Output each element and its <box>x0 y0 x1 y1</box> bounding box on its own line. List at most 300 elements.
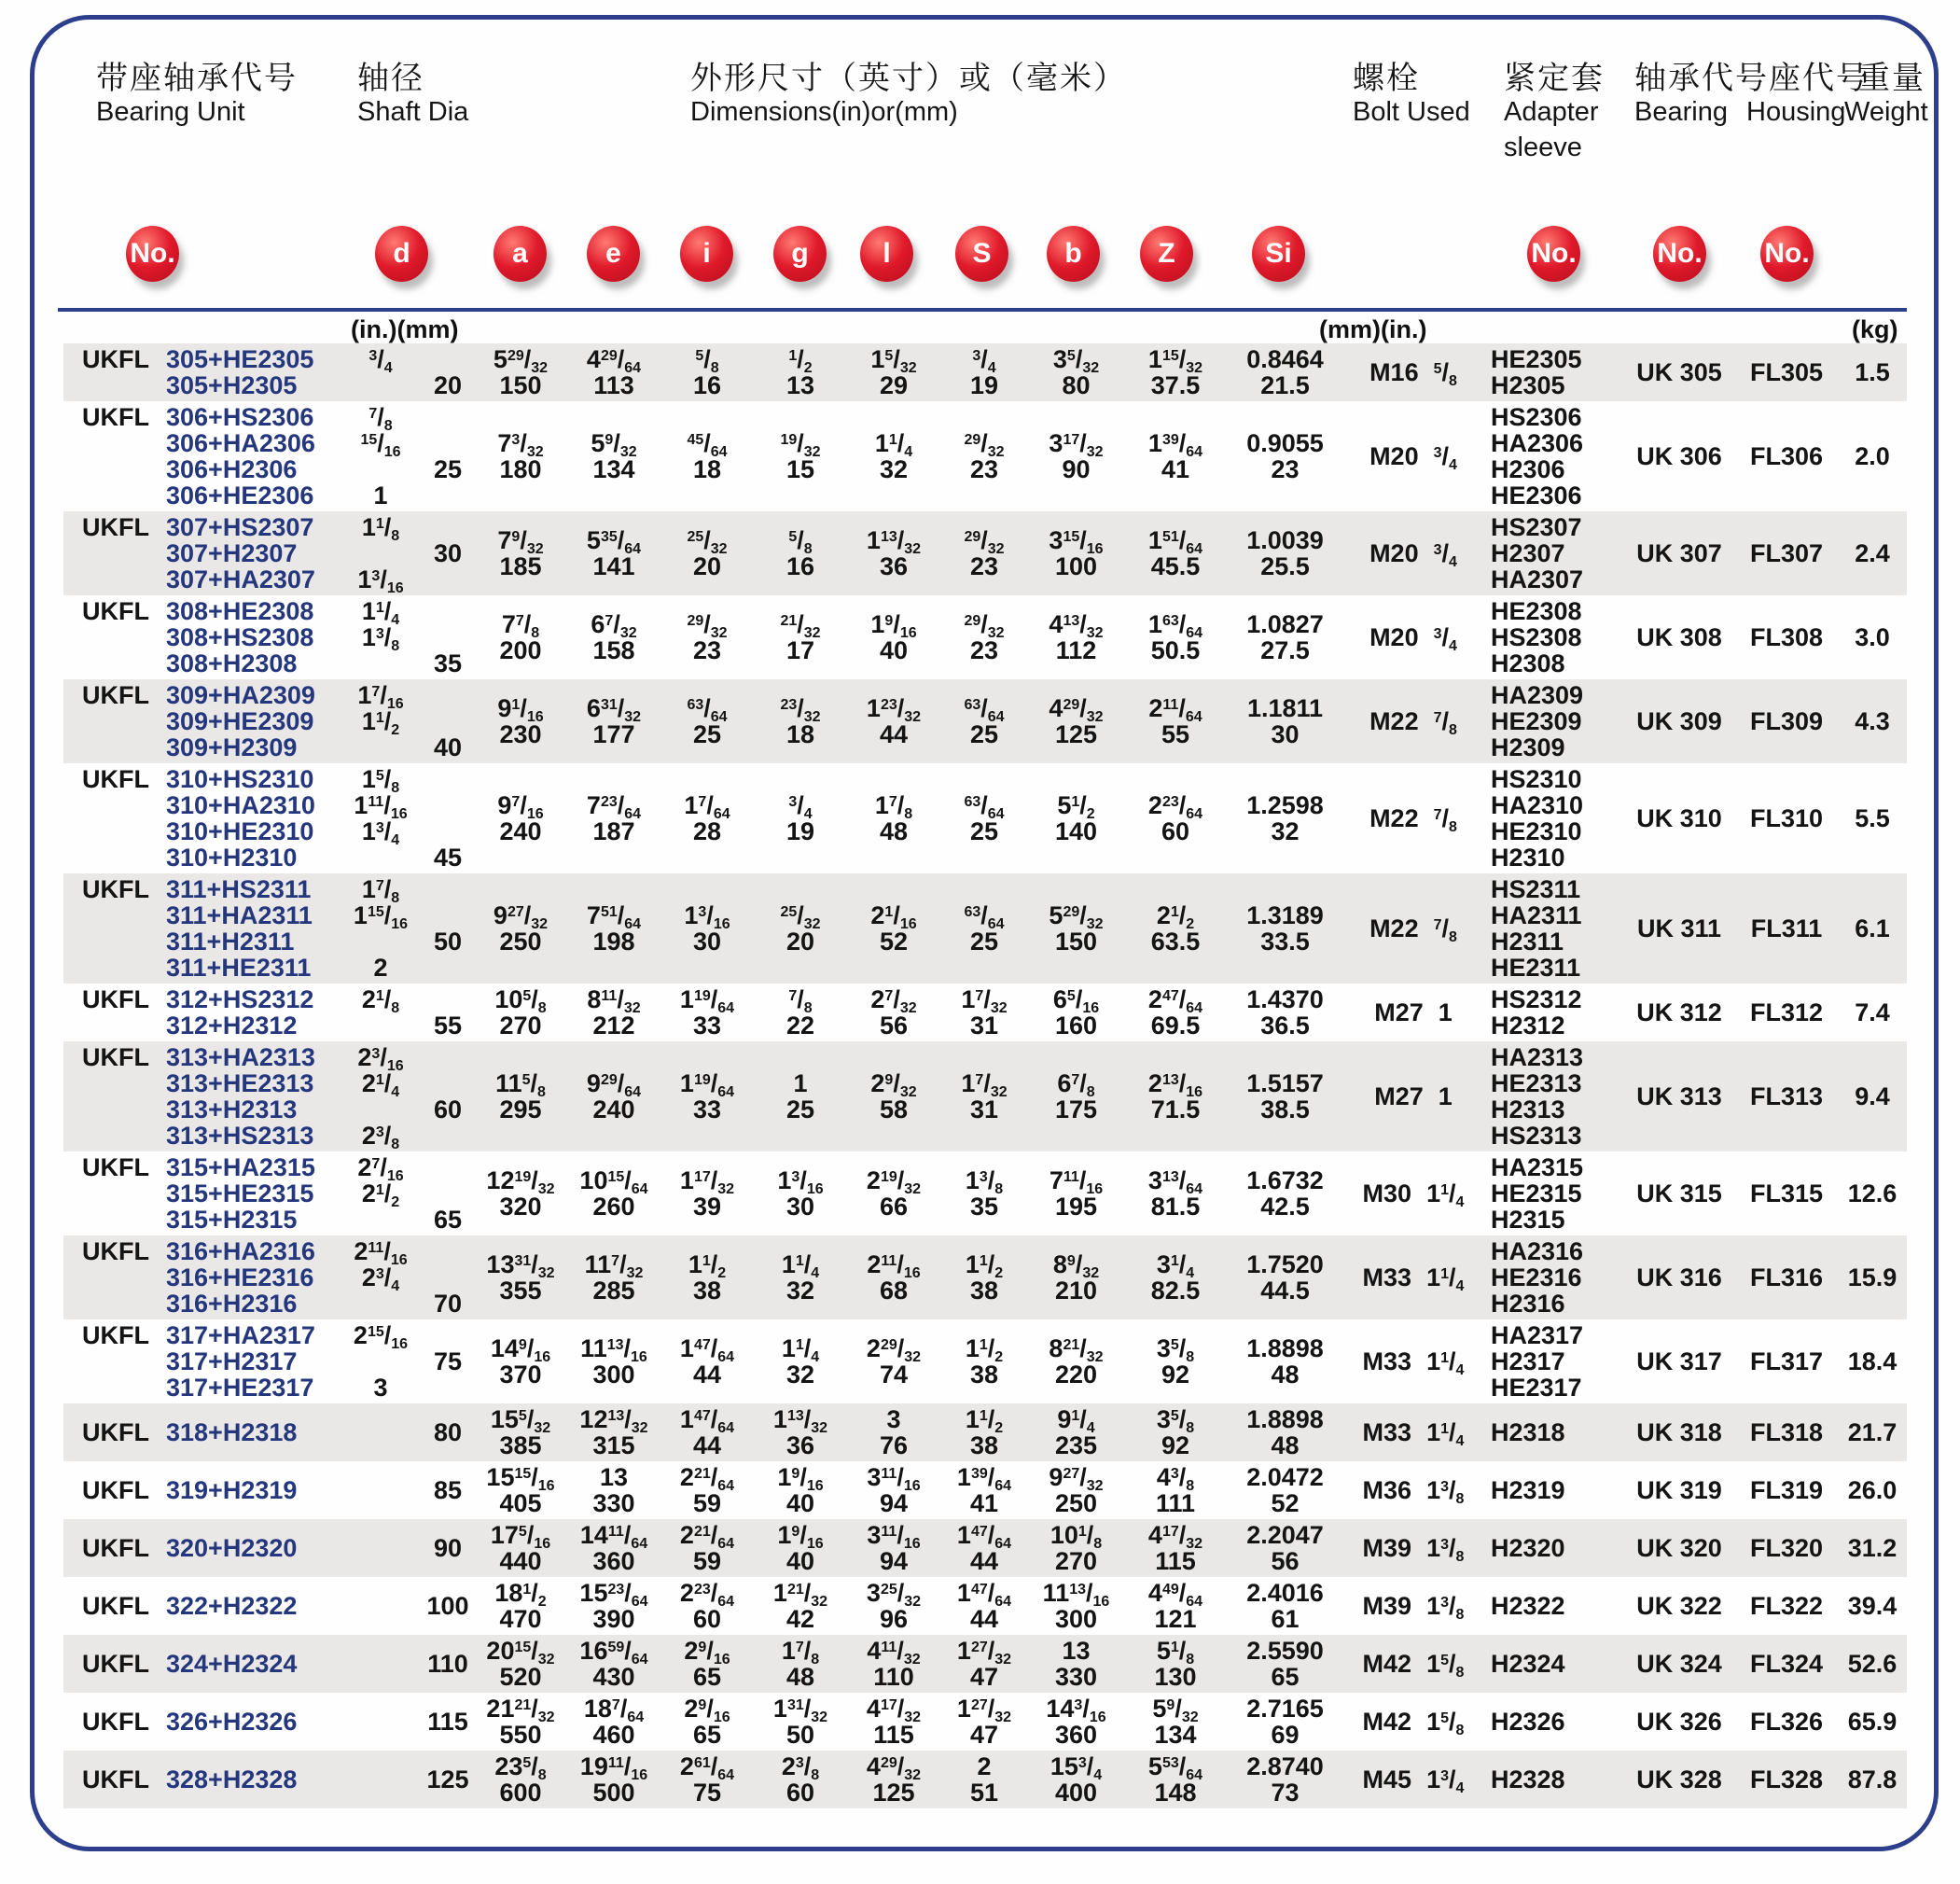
bolt-used-cell <box>1343 1638 1483 1690</box>
dimension-z-in: $2^{23}/_{64}$ <box>1147 791 1203 822</box>
model-number: 306+HE2306 <box>166 481 314 509</box>
dimension-e-mm: 360 <box>592 1547 635 1575</box>
dimension-g-cell <box>754 876 847 981</box>
dimension-b-cell <box>1028 1238 1124 1317</box>
bearing-number-cell <box>1623 876 1735 981</box>
dimension-b-mm: 300 <box>1054 1605 1098 1633</box>
dimension-s-in: $1^1/_2$ <box>965 1405 1004 1436</box>
dimension-g-in: $1^1/_4$ <box>781 1334 820 1365</box>
dimension-s-mm: 47 <box>969 1721 999 1749</box>
dimension-z-cell <box>1124 1696 1227 1748</box>
shaft-dia-mm-cell <box>422 682 474 761</box>
dimension-b-cell <box>1028 876 1124 981</box>
dimension-i-mm: 20 <box>692 552 722 580</box>
dimension-g-cell <box>754 1464 847 1516</box>
dimension-g-in: $1^9/_{16}$ <box>777 1463 824 1494</box>
table-row <box>63 595 1907 679</box>
dimension-z-cell <box>1124 1322 1227 1401</box>
dimension-b-cell <box>1028 1638 1124 1690</box>
bearing-unit-line <box>63 404 313 430</box>
dimension-a-mm: 355 <box>499 1277 542 1305</box>
dimension-s-in: $^3/_4$ <box>972 345 996 376</box>
column-badge-si: Si <box>1252 226 1305 282</box>
dimension-l-mm: 94 <box>879 1547 909 1575</box>
dimension-z-in: $3^5/_8$ <box>1156 1334 1195 1365</box>
dimension-e-in: $7^{23}/_{64}$ <box>586 791 642 822</box>
dimension-si-mm: 52 <box>1271 1489 1300 1517</box>
dimension-s-cell <box>940 1406 1028 1458</box>
weight-cell <box>1838 766 1907 871</box>
dimension-g-in: $^{21}/_{32}$ <box>780 610 821 641</box>
adapter-sleeve-number: HE2313 <box>1491 1069 1582 1097</box>
adapter-sleeve-number: H2322 <box>1491 1592 1565 1620</box>
bearing-number: UK 311 <box>1636 914 1722 942</box>
dimension-a-cell <box>474 1753 567 1806</box>
dimension-b-cell <box>1028 682 1124 761</box>
dimension-s-cell <box>940 1464 1028 1516</box>
table-row <box>63 1577 1907 1635</box>
column-badge-d: d <box>375 226 428 282</box>
dimension-a-mm: 270 <box>499 1012 542 1040</box>
dimension-s-cell <box>940 404 1028 509</box>
dimension-si-in: 2.8740 <box>1246 1752 1324 1780</box>
weight-cell <box>1838 1238 1907 1317</box>
dimension-i-mm: 75 <box>692 1779 722 1807</box>
dimension-s-cell <box>940 1522 1028 1574</box>
dimension-a-in: $7^3/_{32}$ <box>497 429 544 460</box>
dimension-b-mm: 250 <box>1054 1489 1098 1517</box>
bolt-used-value <box>1362 1765 1465 1796</box>
bolt-used-value <box>1362 1592 1465 1623</box>
dimension-e-cell <box>567 514 660 593</box>
bolt-size-mm: M20 <box>1369 442 1419 470</box>
bolt-used-value <box>1369 358 1457 389</box>
dimension-s-cell <box>940 1753 1028 1806</box>
dimension-e-in: $11^7/_{32}$ <box>584 1250 644 1281</box>
dimension-z-mm: 92 <box>1161 1431 1190 1459</box>
dimension-b-mm: 220 <box>1054 1361 1098 1389</box>
dimension-a-in: $17^5/_{16}$ <box>490 1521 551 1552</box>
bolt-size-in: $1^3/_8$ <box>1426 1534 1465 1565</box>
housing-number: FL310 <box>1749 804 1824 832</box>
shaft-dia-in-value: $2^1/_8$ <box>361 985 400 1016</box>
bearing-unit-line <box>63 986 313 1012</box>
dimension-g-cell <box>754 404 847 509</box>
dimension-si-mm: 25.5 <box>1260 552 1310 580</box>
dimension-i-in: $1^{19}/_{64}$ <box>679 985 735 1016</box>
dimension-z-cell <box>1124 346 1227 398</box>
adapter-sleeve-number: HA2309 <box>1491 681 1584 709</box>
dimension-e-cell <box>567 876 660 981</box>
adapter-sleeve-number: H2308 <box>1491 649 1565 677</box>
adapter-sleeve-number: HE2316 <box>1491 1263 1582 1291</box>
dimension-a-mm: 295 <box>499 1096 542 1123</box>
shaft-dia-in-value: $1^1/_8$ <box>361 513 400 544</box>
dimension-e-in: $8^{11}/_{32}$ <box>587 985 641 1016</box>
dimension-b-mm: 90 <box>1062 455 1091 483</box>
bolt-used-value <box>1362 1476 1465 1507</box>
bolt-size-in: $^3/_4$ <box>1433 623 1457 654</box>
bolt-size-mm: M33 <box>1362 1418 1412 1446</box>
dimension-l-mm: 56 <box>879 1012 909 1040</box>
bearing-number-cell <box>1623 1044 1735 1149</box>
dimension-z-cell <box>1124 1464 1227 1516</box>
dimension-e-mm: 158 <box>592 636 635 664</box>
shaft-dia-mm-value: 75 <box>433 1347 463 1375</box>
dimension-e-in: 13 <box>599 1463 629 1491</box>
model-number: 311+HA2311 <box>166 901 313 929</box>
bearing-number: UK 318 <box>1636 1418 1722 1446</box>
dimension-l-cell <box>847 986 940 1039</box>
bolt-used-cell <box>1343 1580 1483 1632</box>
dimension-l-cell <box>847 1580 940 1632</box>
dimension-g-in: $1^{21}/_{32}$ <box>772 1579 828 1610</box>
bearing-unit-line <box>63 650 297 677</box>
dimension-s-cell <box>940 1044 1028 1149</box>
weight-value: 15.9 <box>1847 1263 1897 1291</box>
unit-prefix: UKFL <box>82 513 149 541</box>
dimension-b-cell <box>1028 766 1124 871</box>
dimension-g-cell <box>754 1238 847 1317</box>
shaft-dia-in-value: $2^3/_8$ <box>361 1122 400 1152</box>
table-row <box>63 343 1907 401</box>
adapter-sleeve-cell <box>1483 1154 1623 1233</box>
dimension-l-cell <box>847 514 940 593</box>
dimension-si-mm: 65 <box>1271 1663 1300 1691</box>
dimension-b-mm: 112 <box>1055 636 1097 664</box>
shaft-dia-in-value: $2^{15}/_{16}$ <box>353 1321 409 1352</box>
model-number: 318+H2318 <box>166 1418 298 1446</box>
shaft-dia-in-cell <box>340 682 422 761</box>
shaft-dia-in-value: $2^{11}/_{16}$ <box>354 1237 408 1268</box>
dimension-a-in: $23^5/_8$ <box>494 1752 547 1783</box>
dimension-a-cell <box>474 1238 567 1317</box>
shaft-dia-in-cell <box>340 1580 422 1632</box>
dimension-l-mm: 68 <box>879 1277 909 1305</box>
dimension-b-mm: 195 <box>1054 1193 1098 1221</box>
dimension-e-in: $7^{51}/_{64}$ <box>586 901 642 932</box>
adapter-sleeve-number: HA2306 <box>1491 429 1584 457</box>
dimension-g-mm: 16 <box>785 552 815 580</box>
dimension-l-cell <box>847 346 940 398</box>
header-adapter-zh: 紧定套 <box>1504 61 1605 96</box>
weight-cell <box>1838 1580 1907 1632</box>
dimension-s-in: $^{63}/_{64}$ <box>964 791 1005 822</box>
dimension-b-cell <box>1028 1580 1124 1632</box>
dimension-si-cell <box>1227 1406 1343 1458</box>
dimension-b-cell <box>1028 1406 1124 1458</box>
column-badge-b: b <box>1047 226 1100 282</box>
bolt-used-value <box>1362 1347 1465 1378</box>
dimension-s-mm: 23 <box>969 636 999 664</box>
dimension-si-cell <box>1227 1464 1343 1516</box>
bearing-number: UK 312 <box>1636 998 1722 1026</box>
model-number: 317+HA2317 <box>166 1321 315 1349</box>
bolt-used-cell <box>1343 1753 1483 1806</box>
dimension-s-mm: 25 <box>969 928 999 956</box>
bearing-unit-line <box>63 430 315 456</box>
dimension-s-in: $1^{47}/_{64}$ <box>956 1521 1012 1552</box>
housing-number-cell <box>1735 404 1838 509</box>
dimension-a-in: $15^5/_{32}$ <box>490 1405 551 1436</box>
dimension-s-in: $^{29}/_{32}$ <box>964 429 1005 460</box>
dimension-s-mm: 31 <box>969 1096 999 1123</box>
dimension-i-mm: 65 <box>692 1721 722 1749</box>
dimension-z-in: $5^9/_{32}$ <box>1152 1695 1199 1725</box>
dimension-l-cell <box>847 1238 940 1317</box>
shaft-dia-mm-cell <box>422 1464 474 1516</box>
model-number: 315+HE2315 <box>166 1179 314 1207</box>
bearing-unit-line <box>63 1207 297 1233</box>
dimension-si-mm: 44.5 <box>1260 1277 1310 1305</box>
table-row <box>63 511 1907 595</box>
shaft-dia-in-value: $2^7/_{16}$ <box>357 1153 404 1184</box>
shaft-dia-in-value: 1 <box>373 481 388 509</box>
bolt-size-mm: M39 <box>1362 1534 1412 1562</box>
model-number: 305+HE2305 <box>166 345 314 373</box>
bolt-used-cell <box>1343 1464 1483 1516</box>
dimension-e-cell <box>567 346 660 398</box>
dimension-l-mm: 76 <box>879 1431 909 1459</box>
dimension-g-cell <box>754 1044 847 1149</box>
dimension-z-cell <box>1124 766 1227 871</box>
adapter-sleeve-number: H2324 <box>1491 1650 1565 1678</box>
bolt-size-mm: M42 <box>1362 1708 1412 1736</box>
bearing-unit-line <box>63 1180 313 1207</box>
bolt-used-cell <box>1343 346 1483 398</box>
dimension-b-in: $4^{13}/_{32}$ <box>1049 610 1104 641</box>
dimension-z-in: $2^{47}/_{64}$ <box>1147 985 1203 1016</box>
dimension-z-cell <box>1124 1638 1227 1690</box>
dimension-l-mm: 36 <box>879 552 909 580</box>
bolt-used-cell <box>1343 876 1483 981</box>
shaft-units-label: (in.)(mm) <box>351 315 459 343</box>
unit-prefix: UKFL <box>82 1708 149 1736</box>
dimension-e-cell <box>567 1154 660 1233</box>
dimension-s-mm: 44 <box>969 1605 999 1633</box>
dimension-a-mm: 185 <box>499 552 542 580</box>
model-number: 310+H2310 <box>166 844 298 872</box>
unit-prefix: UKFL <box>82 1043 149 1071</box>
dimension-a-mm: 370 <box>499 1361 542 1389</box>
housing-number: FL320 <box>1749 1534 1824 1562</box>
dimension-e-in: $16^{59}/_{64}$ <box>579 1637 648 1668</box>
adapter-sleeve-cell <box>1483 1322 1623 1401</box>
unit-prefix: UKFL <box>82 1153 149 1181</box>
shaft-dia-mm-cell <box>422 1638 474 1690</box>
bearing-unit-cell <box>63 404 340 509</box>
table-row <box>63 1635 1907 1693</box>
shaft-dia-mm-value: 40 <box>433 733 463 761</box>
weight-value: 18.4 <box>1847 1347 1897 1375</box>
shaft-dia-in-value: $1^3/_{16}$ <box>357 565 404 596</box>
dimension-i-cell <box>660 1322 754 1401</box>
dimension-g-cell <box>754 682 847 761</box>
bolt-size-mm: M22 <box>1369 914 1419 942</box>
model-number: 306+H2306 <box>166 455 298 483</box>
shaft-dia-in-value: $^{15}/_{16}$ <box>360 429 401 460</box>
dimension-b-cell <box>1028 404 1124 509</box>
bolt-size-in: 1 <box>1438 1082 1453 1110</box>
dimension-b-in: $3^{15}/_{16}$ <box>1049 526 1104 557</box>
bearing-unit-line <box>63 902 313 928</box>
unit-prefix: UKFL <box>82 765 149 793</box>
dimension-z-in: $4^3/_8$ <box>1156 1463 1195 1494</box>
bolt-used-cell <box>1343 1522 1483 1574</box>
dimension-a-mm: 150 <box>499 371 542 399</box>
bearing-unit-line <box>63 928 294 955</box>
shaft-dia-in-value: $1^{11}/_{16}$ <box>354 791 408 822</box>
adapter-sleeve-cell <box>1483 1406 1623 1458</box>
adapter-sleeve-cell <box>1483 346 1623 398</box>
dimension-e-in: $5^{35}/_{64}$ <box>586 526 642 557</box>
dimension-i-mm: 59 <box>692 1547 722 1575</box>
weight-cell <box>1838 1154 1907 1233</box>
bearing-unit-line <box>63 1096 297 1123</box>
dimension-e-mm: 285 <box>592 1277 635 1305</box>
column-badge-bearing-no: No. <box>1653 226 1706 282</box>
dimension-a-in: $9^{27}/_{32}$ <box>493 901 549 932</box>
housing-number: FL326 <box>1749 1708 1824 1736</box>
adapter-sleeve-cell <box>1483 1696 1623 1748</box>
weight-value: 21.7 <box>1847 1418 1897 1446</box>
dimension-a-cell <box>474 986 567 1039</box>
dimension-si-mm: 42.5 <box>1260 1193 1310 1221</box>
dimension-g-cell <box>754 346 847 398</box>
dimension-z-mm: 121 <box>1154 1605 1197 1633</box>
dimension-si-cell <box>1227 682 1343 761</box>
housing-number-cell <box>1735 1580 1838 1632</box>
adapter-sleeve-number: H2316 <box>1491 1290 1565 1318</box>
dimension-z-cell <box>1124 986 1227 1039</box>
dimension-z-in: $1^{51}/_{64}$ <box>1147 526 1203 557</box>
dimension-b-mm: 210 <box>1054 1277 1098 1305</box>
adapter-sleeve-cell <box>1483 514 1623 593</box>
dimension-si-in: 2.4016 <box>1246 1579 1324 1607</box>
dimension-si-cell <box>1227 1753 1343 1806</box>
adapter-sleeve-number: HE2309 <box>1491 707 1582 735</box>
dimension-i-cell <box>660 1464 754 1516</box>
column-badge-e: e <box>587 226 640 282</box>
dimension-z-mm: 55 <box>1161 720 1190 748</box>
dimension-i-in: $1^{19}/_{64}$ <box>679 1069 735 1100</box>
dimension-b-cell <box>1028 1322 1124 1401</box>
shaft-dia-mm-cell <box>422 1580 474 1632</box>
bearing-unit-cell <box>63 1406 340 1458</box>
dimension-s-cell <box>940 1696 1028 1748</box>
model-number: 311+HS2311 <box>166 875 312 903</box>
bearing-unit-line <box>63 598 313 624</box>
bearing-unit-line <box>63 1322 315 1348</box>
dimension-i-in: $2^{61}/_{64}$ <box>679 1752 735 1783</box>
dimension-s-in: $^{29}/_{32}$ <box>964 526 1005 557</box>
dimension-g-mm: 40 <box>785 1489 815 1517</box>
weight-cell <box>1838 1406 1907 1458</box>
table-row <box>63 1403 1907 1461</box>
dimension-si-cell <box>1227 1638 1343 1690</box>
adapter-sleeve-number: HS2307 <box>1491 513 1582 541</box>
dimension-z-mm: 130 <box>1154 1663 1197 1691</box>
dimension-si-mm: 48 <box>1271 1431 1300 1459</box>
adapter-sleeve-cell <box>1483 598 1623 677</box>
dimension-si-cell <box>1227 1522 1343 1574</box>
dimension-a-in: $9^1/_{16}$ <box>497 694 544 725</box>
column-badge-l: l <box>860 226 913 282</box>
shaft-dia-mm-value: 35 <box>433 649 463 677</box>
column-badge-z: Z <box>1140 226 1193 282</box>
bolt-size-in: $^7/_8$ <box>1433 804 1457 835</box>
dimension-l-in: $1^7/_8$ <box>874 791 913 822</box>
dimension-z-cell <box>1124 1753 1227 1806</box>
dimension-s-mm: 44 <box>969 1547 999 1575</box>
dimension-a-mm: 385 <box>499 1431 542 1459</box>
shaft-dia-in-cell <box>340 1322 422 1401</box>
shaft-dia-mm-cell <box>422 766 474 871</box>
housing-number: FL311 <box>1750 914 1823 942</box>
dimension-b-mm: 330 <box>1054 1663 1098 1691</box>
dimension-z-mm: 81.5 <box>1150 1193 1201 1221</box>
adapter-sleeve-number: HA2316 <box>1491 1237 1584 1265</box>
dimension-si-in: 2.0472 <box>1246 1463 1324 1491</box>
dimension-a-in: $20^{15}/_{32}$ <box>486 1637 555 1668</box>
column-badge-a: a <box>493 226 547 282</box>
dimension-e-in: $19^{11}/_{16}$ <box>579 1752 648 1783</box>
dimension-si-in: 1.1811 <box>1246 694 1324 722</box>
housing-number-cell <box>1735 1638 1838 1690</box>
model-number: 317+H2317 <box>166 1347 298 1375</box>
dimension-z-mm: 148 <box>1154 1779 1197 1807</box>
housing-number: FL312 <box>1749 998 1824 1026</box>
weight-value: 9.4 <box>1855 1082 1890 1110</box>
housing-number-cell <box>1735 346 1838 398</box>
dimension-si-cell <box>1227 404 1343 509</box>
dimension-s-mm: 38 <box>969 1361 999 1389</box>
shaft-dia-mm-cell <box>422 1406 474 1458</box>
dimension-si-in: 1.0039 <box>1246 526 1324 554</box>
model-number: 307+HA2307 <box>166 565 315 593</box>
housing-number-cell <box>1735 682 1838 761</box>
dimension-l-in: $1^9/_{16}$ <box>870 610 917 641</box>
housing-number-cell <box>1735 876 1838 981</box>
dimension-s-mm: 35 <box>969 1193 999 1221</box>
dimension-l-in: $3^{11}/_{16}$ <box>867 1521 921 1552</box>
dimension-b-mm: 160 <box>1054 1012 1098 1040</box>
unit-prefix: UKFL <box>82 985 149 1013</box>
weight-cell <box>1838 1696 1907 1748</box>
bolt-size-in: $1^3/_8$ <box>1426 1476 1465 1507</box>
bearing-unit-cell <box>63 1522 340 1574</box>
dimension-z-in: $3^5/_8$ <box>1156 1405 1195 1436</box>
bearing-unit-cell <box>63 1044 340 1149</box>
bolt-size-in: $1^3/_4$ <box>1426 1765 1465 1796</box>
dimension-si-mm: 23 <box>1271 455 1300 483</box>
dimension-i-mm: 59 <box>692 1489 722 1517</box>
housing-number: FL306 <box>1749 442 1824 470</box>
bolt-size-in: $^5/_8$ <box>1433 358 1457 389</box>
dimension-a-cell <box>474 1580 567 1632</box>
housing-number-cell <box>1735 1753 1838 1806</box>
dimension-b-in: $7^{11}/_{16}$ <box>1049 1166 1104 1197</box>
bearing-number-cell <box>1623 1406 1735 1458</box>
weight-cell <box>1838 1464 1907 1516</box>
adapter-sleeve-cell <box>1483 1464 1623 1516</box>
shaft-dia-mm-value: 100 <box>426 1592 469 1620</box>
bolt-used-value <box>1369 623 1457 654</box>
bearing-unit-line <box>63 766 313 792</box>
dimension-si-mm: 36.5 <box>1260 1012 1310 1040</box>
dimension-i-mm: 28 <box>692 817 722 845</box>
shaft-dia-in-value: $2^1/_4$ <box>361 1069 400 1100</box>
